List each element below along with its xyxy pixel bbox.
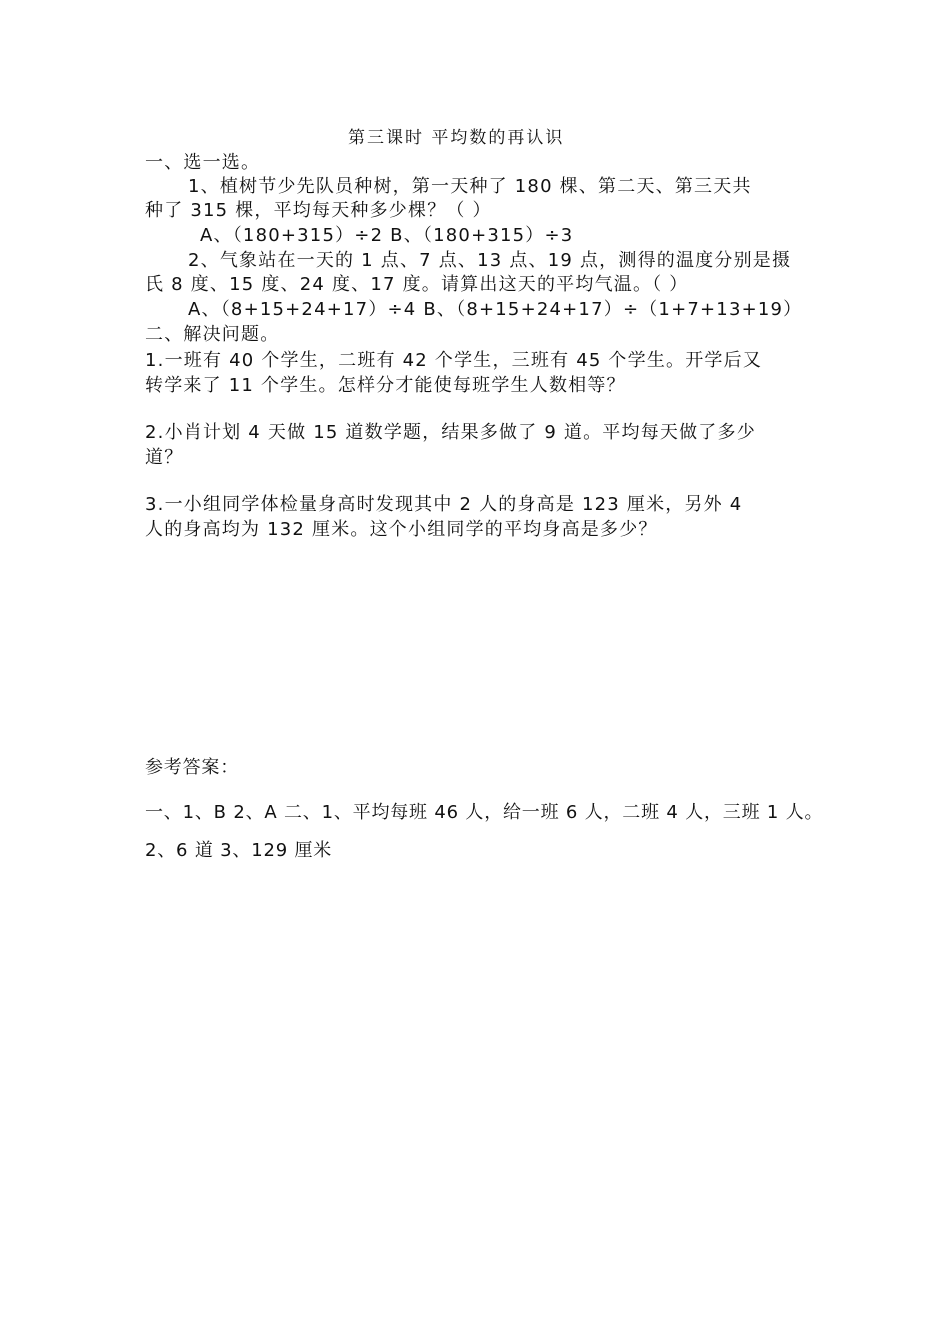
answers-heading: 参考答案：	[145, 757, 239, 778]
q2-text-line2: 氏 8 度、15 度、24 度、17 度。请算出这天的平均气温。（ ）	[145, 274, 689, 295]
q2-text-line1: 2、气象站在一天的 1 点、7 点、13 点、19 点，测得的温度分别是摄	[188, 250, 792, 271]
answers-line1: 一、1、B 2、A 二、1、平均每班 46 人，给一班 6 人，二班 4 人，三班 1 人。	[145, 802, 824, 823]
q1-options: A、（180+315）÷2 B、（180+315）÷3	[200, 225, 574, 246]
problem2-line1: 2.小肖计划 4 天做 15 道数学题，结果多做了 9 道。平均每天做了多少	[145, 422, 756, 443]
section2-heading: 二、解决问题。	[145, 324, 280, 345]
q2-options: A、（8+15+24+17）÷4 B、（8+15+24+17）÷（1+7+13+19）	[188, 299, 803, 320]
q1-text-line1: 1、植树节少先队员种树，第一天种了 180 棵、第二天、第三天共	[188, 176, 752, 197]
problem3-line2: 人的身高均为 132 厘米。这个小组同学的平均身高是多少？	[145, 519, 658, 540]
problem1-line2: 转学来了 11 个学生。怎样分才能使每班学生人数相等？	[145, 375, 626, 396]
section1-heading: 一、选一选。	[145, 152, 261, 173]
page-title: 第三课时 平均数的再认识	[348, 128, 565, 148]
problem2-line2: 道？	[145, 447, 184, 468]
problem1-line1: 1.一班有 40 个学生，二班有 42 个学生，三班有 45 个学生。开学后又	[145, 350, 763, 371]
answers-line2: 2、6 道 3、129 厘米	[145, 840, 333, 861]
problem3-line1: 3.一小组同学体检量身高时发现其中 2 人的身高是 123 厘米，另外 4	[145, 494, 743, 515]
q1-text-line2: 种了 315 棵，平均每天种多少棵？（ ）	[145, 200, 492, 221]
